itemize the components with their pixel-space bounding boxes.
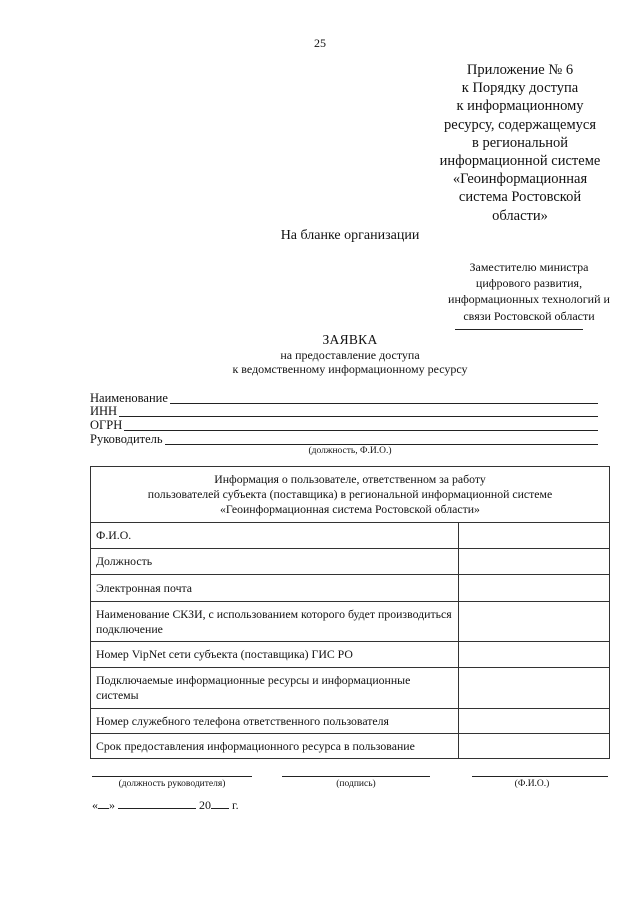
table-row	[91, 602, 610, 642]
date-day-blank[interactable]	[98, 799, 109, 809]
appendix-line: в региональной	[471, 134, 569, 151]
letterhead-note: На бланке организации	[280, 228, 420, 243]
appendix-line: информационной системе	[439, 153, 601, 170]
requisite-name-blank[interactable]	[170, 393, 598, 404]
addressee-line: информационных технологий и	[448, 292, 610, 307]
requisite-label: ОГРН	[90, 418, 123, 432]
appendix-line: ресурсу, содержащемуся	[443, 116, 596, 133]
signature-name-blank[interactable]	[472, 776, 608, 777]
field-label-position: Должность	[91, 549, 459, 575]
table-row	[91, 642, 610, 668]
field-label-full-name: Ф.И.О.	[91, 523, 459, 549]
table-header-line: «Геоинформационная система Ростовской области»	[220, 502, 480, 516]
table-header-row	[91, 467, 610, 523]
addressee-line: Заместителю министра	[469, 260, 589, 274]
requisite-ogrn-blank[interactable]	[124, 420, 598, 431]
user-info-table	[90, 466, 610, 759]
signature-blank[interactable]	[282, 776, 430, 777]
field-value-phone[interactable]	[459, 709, 610, 734]
table-header	[91, 467, 610, 523]
field-label-email: Электронная почта	[91, 575, 459, 602]
appendix-line: «Геоинформационная	[452, 171, 588, 188]
page-number: 25	[314, 36, 326, 50]
table-row	[91, 549, 610, 575]
field-label-access-period: Срок предоставления информационного ресурса в пользование	[91, 734, 459, 759]
table-header-line: Информация о пользователе, ответственном за работу	[214, 472, 486, 486]
field-label-vipnet-number: Номер VipNet сети субъекта (поставщика) ГИС РО	[91, 642, 459, 668]
appendix-line: к Порядку доступа	[461, 80, 579, 97]
application-subtitle	[0, 348, 640, 376]
table-row	[91, 709, 610, 734]
date-close-quote: »	[109, 798, 115, 812]
field-value-crypto-tool[interactable]	[459, 602, 610, 642]
table-row	[91, 734, 610, 759]
requisite-head-blank[interactable]	[165, 434, 598, 445]
requisite-inn-row	[90, 404, 598, 418]
requisite-head-row	[90, 432, 598, 446]
signature-caption: (подпись)	[336, 779, 376, 789]
date-open-quote: «	[92, 798, 98, 812]
field-value-position[interactable]	[459, 549, 610, 575]
addressee-block	[424, 259, 634, 324]
requisite-label: Наименование	[90, 391, 168, 405]
table-row	[91, 523, 610, 549]
application-subtitle-line: на предоставление доступа	[280, 348, 420, 362]
date-line	[92, 798, 239, 813]
addressee-line: цифрового развития,	[475, 276, 583, 291]
application-title: ЗАЯВКА	[322, 332, 378, 347]
field-value-email[interactable]	[459, 575, 610, 602]
field-value-access-period[interactable]	[459, 734, 610, 759]
requisite-label: Руководитель	[90, 432, 163, 446]
field-value-full-name[interactable]	[459, 523, 610, 549]
date-year-blank[interactable]	[211, 799, 229, 809]
signature-name-caption: (Ф.И.О.)	[514, 779, 550, 789]
table-row	[91, 575, 610, 602]
requisite-inn-blank[interactable]	[119, 406, 598, 417]
requisite-ogrn-row	[90, 418, 598, 432]
addressee-line: связи Ростовской области	[463, 308, 595, 323]
requisite-label: ИНН	[90, 404, 118, 418]
field-label-crypto-tool: Наименование СКЗИ, с использованием которого будет производиться подключение	[91, 602, 459, 642]
requisite-name-row	[90, 391, 598, 405]
field-label-phone: Номер служебного телефона ответственного пользователя	[91, 709, 459, 734]
appendix-line: Приложение № 6	[466, 62, 574, 78]
date-year-suffix: г.	[232, 798, 239, 812]
appendix-line: к информационному	[456, 98, 584, 115]
addressee-name-blank[interactable]	[455, 329, 583, 330]
appendix-caption	[420, 61, 620, 225]
signature-position-blank[interactable]	[92, 776, 252, 777]
field-value-vipnet-number[interactable]	[459, 642, 610, 668]
field-value-resources[interactable]	[459, 668, 610, 709]
signature-position-caption: (должность руководителя)	[118, 779, 226, 789]
date-year-prefix: 20	[199, 798, 211, 812]
appendix-line: система Ростовской	[458, 189, 582, 206]
table-row	[91, 668, 610, 709]
requisite-hint: (должность, Ф.И.О.)	[308, 446, 392, 456]
application-subtitle-line: к ведомственному информационному ресурсу	[232, 362, 468, 376]
date-month-blank[interactable]	[118, 799, 196, 809]
appendix-line: области»	[492, 207, 548, 224]
table-header-line: пользователей субъекта (поставщика) в региональной информационной системе	[147, 487, 553, 501]
field-label-resources: Подключаемые информационные ресурсы и информационные системы	[91, 668, 459, 709]
